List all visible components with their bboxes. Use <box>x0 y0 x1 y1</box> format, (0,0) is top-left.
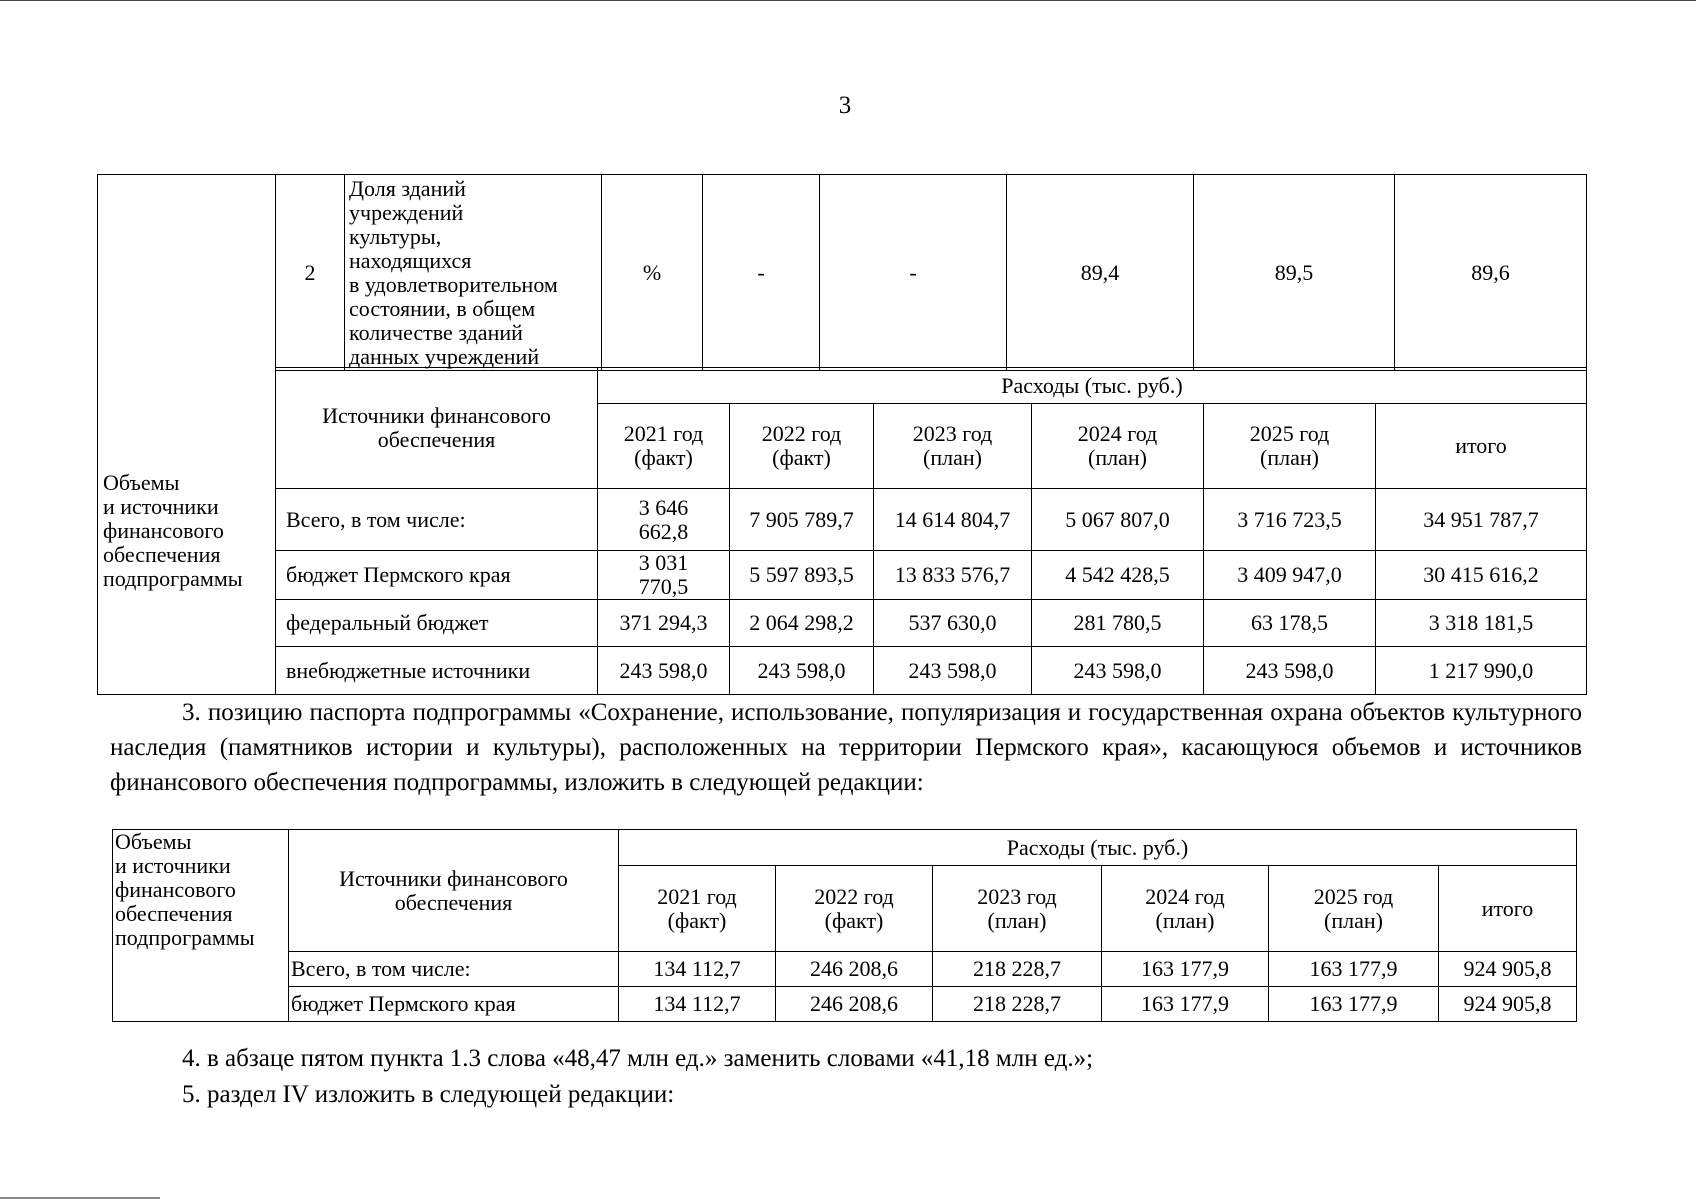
source-label: Всего, в том числе: <box>289 952 619 987</box>
side-label-line: обеспечения <box>115 901 233 926</box>
value-cell: 14 614 804,7 <box>874 489 1032 551</box>
value-cell: 163 177,9 <box>1102 987 1269 1022</box>
paragraph-3: 3. позицию паспорта подпрограммы «Сохранение, использование, популяризация и государственная охрана объектов культурного наследия (памятников истории и культуры), расположенных на территории Пермского края», касающуюся объемов и источников финансового обеспечения подпрограммы, изложить в следующей редакции: <box>110 699 1582 796</box>
value-cell: 243 598,0 <box>1204 647 1376 695</box>
scan-top-edge <box>0 0 1696 1</box>
total-header: итого <box>1439 866 1577 952</box>
value-cell: 13 833 576,7 <box>874 551 1032 600</box>
year-header: 2021 год (факт) <box>619 866 776 952</box>
side-label-line: финансового <box>115 877 236 902</box>
value-cell: 371 294,3 <box>598 600 730 647</box>
value-cell: 218 228,7 <box>933 952 1102 987</box>
source-label: бюджет Пермского края <box>276 551 598 600</box>
scan-bottom-edge <box>0 1197 160 1199</box>
total-cell: 3 318 181,5 <box>1376 600 1587 647</box>
value-cell: 5 597 893,5 <box>730 551 874 600</box>
description-line: в удовлетворительном <box>349 272 558 297</box>
source-label: федеральный бюджет <box>276 600 598 647</box>
side-label <box>113 830 289 1022</box>
value-cell: 7 905 789,7 <box>730 489 874 551</box>
side-label-line: и источники <box>103 493 219 519</box>
value-cell: - <box>703 175 820 371</box>
page-number: 3 <box>838 92 852 119</box>
paragraph-4: 4. в абзаце пятом пункта 1.3 слова «48,47 млн ед.» заменить словами «41,18 млн ед.»; <box>182 1045 1094 1072</box>
table-row <box>98 600 1587 647</box>
value-cell: 2 064 298,2 <box>730 600 874 647</box>
description-line: учреждений <box>349 200 464 225</box>
side-label-line: подпрограммы <box>103 565 243 591</box>
heritage-financing-table <box>112 829 1577 1022</box>
value-cell: 163 177,9 <box>1102 952 1269 987</box>
source-label: внебюджетные источники <box>276 647 598 695</box>
value-cell: 281 780,5 <box>1032 600 1204 647</box>
value-cell: 4 542 428,5 <box>1032 551 1204 600</box>
value-cell: 63 178,5 <box>1204 600 1376 647</box>
value-cell: 3 409 947,0 <box>1204 551 1376 600</box>
value-cell: 3 716 723,5 <box>1204 489 1376 551</box>
value-cell: 163 177,9 <box>1269 987 1439 1022</box>
side-cell-empty <box>98 175 276 371</box>
value-cell: 5 067 807,0 <box>1032 489 1204 551</box>
financing-table <box>97 367 1587 695</box>
value-cell: 246 208,6 <box>776 952 933 987</box>
table-row <box>98 551 1587 600</box>
year-header: 2025 год (план) <box>1269 866 1439 952</box>
table-row <box>98 175 1587 371</box>
value-cell: 89,6 <box>1395 175 1587 371</box>
table-header-row <box>98 368 1587 404</box>
table-row <box>98 647 1587 695</box>
value-cell: 134 112,7 <box>619 987 776 1022</box>
description-line: находящихся <box>349 248 472 273</box>
table-row <box>113 952 1577 987</box>
value-cell: 537 630,0 <box>874 600 1032 647</box>
total-cell: 924 905,8 <box>1439 987 1577 1022</box>
expenses-header: Расходы (тыс. руб.) <box>619 830 1577 866</box>
year-header: 2021 год (факт) <box>598 404 730 489</box>
value-cell: 243 598,0 <box>874 647 1032 695</box>
value-cell: 3 646 662,8 <box>598 489 730 551</box>
table-row <box>113 987 1577 1022</box>
table-header-row <box>113 830 1577 866</box>
year-header: 2024 год (план) <box>1032 404 1204 489</box>
side-label <box>98 368 276 695</box>
total-cell: 34 951 787,7 <box>1376 489 1587 551</box>
year-header: 2022 год (факт) <box>730 404 874 489</box>
year-header: 2025 год (план) <box>1204 404 1376 489</box>
unit-cell: % <box>602 175 703 371</box>
description-line: количестве зданий <box>349 320 523 345</box>
source-label: Всего, в том числе: <box>276 489 598 551</box>
indicator-table <box>97 174 1587 371</box>
row-number: 2 <box>276 175 345 371</box>
sources-header: Источники финансового обеспечения <box>276 368 598 489</box>
description-line: Доля зданий <box>349 176 466 201</box>
side-label-line: Объемы <box>115 829 192 854</box>
total-cell: 30 415 616,2 <box>1376 551 1587 600</box>
description-line: данных учреждений <box>349 344 540 369</box>
value-cell: - <box>820 175 1007 371</box>
indicator-description <box>345 175 602 371</box>
value-cell: 218 228,7 <box>933 987 1102 1022</box>
value-cell: 89,5 <box>1194 175 1395 371</box>
value-cell: 89,4 <box>1007 175 1194 371</box>
side-label-line: и источники <box>115 853 231 878</box>
value-cell: 3 031 770,5 <box>598 551 730 600</box>
value-cell: 243 598,0 <box>730 647 874 695</box>
value-cell: 163 177,9 <box>1269 952 1439 987</box>
total-header: итого <box>1376 404 1587 489</box>
sources-header: Источники финансового обеспечения <box>289 830 619 952</box>
expenses-header: Расходы (тыс. руб.) <box>598 368 1587 404</box>
year-header: 2023 год (план) <box>874 404 1032 489</box>
year-header: 2023 год (план) <box>933 866 1102 952</box>
paragraph-5: 5. раздел IV изложить в следующей редакции: <box>182 1081 675 1108</box>
side-label-line: финансового <box>103 517 224 543</box>
value-cell: 243 598,0 <box>1032 647 1204 695</box>
side-label-line: Объемы <box>103 469 180 495</box>
value-cell: 246 208,6 <box>776 987 933 1022</box>
year-header: 2024 год (план) <box>1102 866 1269 952</box>
value-cell: 134 112,7 <box>619 952 776 987</box>
side-label-line: подпрограммы <box>115 925 255 950</box>
source-label: бюджет Пермского края <box>289 987 619 1022</box>
total-cell: 924 905,8 <box>1439 952 1577 987</box>
description-line: культуры, <box>349 224 442 249</box>
table-row <box>98 489 1587 551</box>
value-cell: 243 598,0 <box>598 647 730 695</box>
description-line: состоянии, в общем <box>349 296 536 321</box>
side-label-line: обеспечения <box>103 541 221 567</box>
total-cell: 1 217 990,0 <box>1376 647 1587 695</box>
year-header: 2022 год (факт) <box>776 866 933 952</box>
